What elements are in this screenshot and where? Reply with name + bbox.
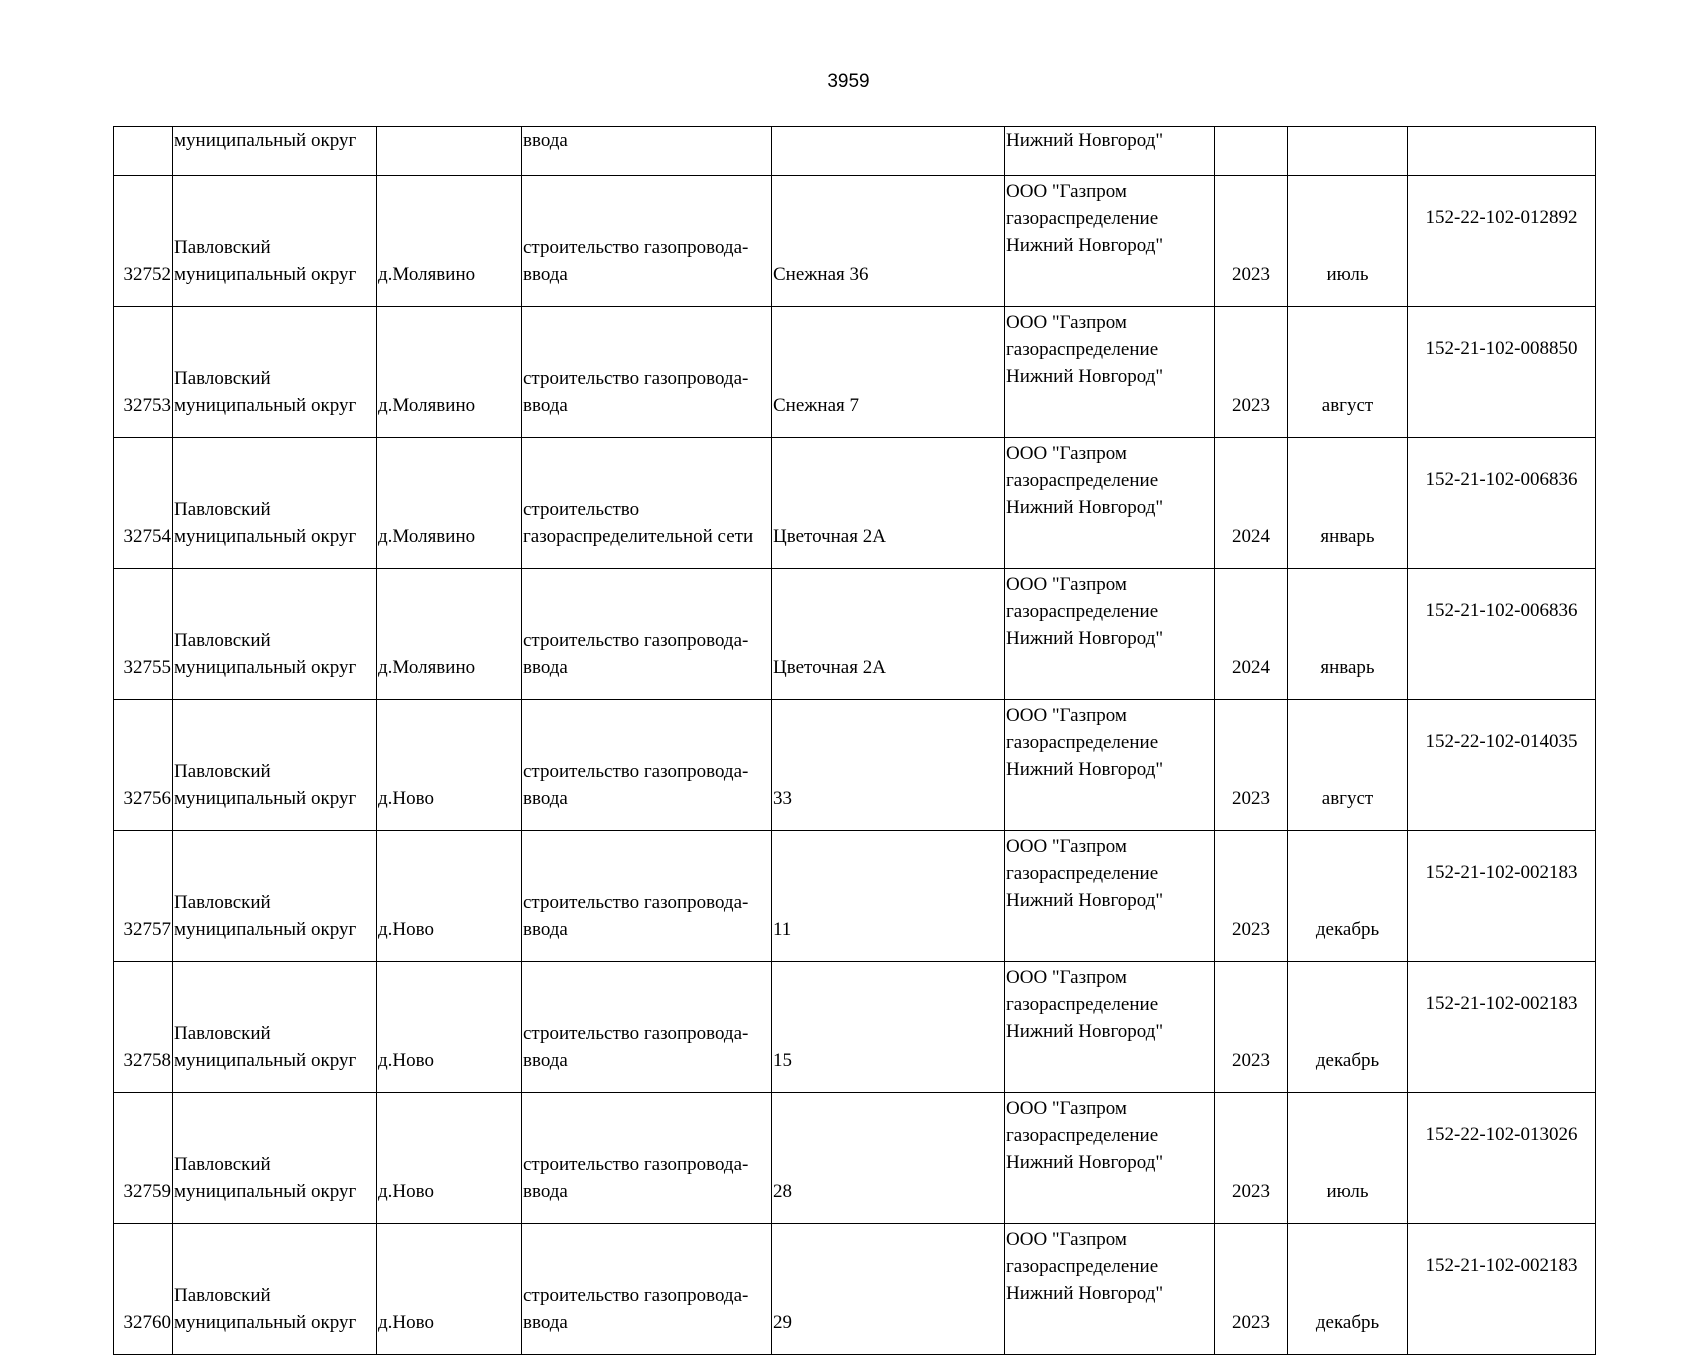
org-line-2: газораспределение [1006,863,1159,884]
table-row [114,1224,1596,1355]
cell-num: 32756 [114,700,173,831]
work-line-2: ввода [523,657,568,678]
cell-code: 152-21-102-006836 [1408,438,1596,569]
district-line-1: Павловский [174,1154,271,1175]
cell-year: 2023 [1215,962,1288,1093]
cell-settlement: д.Ново [377,831,522,962]
cell-address: Снежная 7 [772,307,1005,438]
org-line-2: газораспределение [1006,208,1159,229]
district-line-2: муниципальный округ [174,395,357,416]
org-line-1: ООО "Газпром [1006,574,1127,595]
work-line-1: строительство газопровода- [523,1154,749,1175]
work-line-2: ввода [523,395,568,416]
cell-district [173,700,377,831]
cell-district [173,307,377,438]
org-line-3: Нижний Новгород" [1006,497,1164,518]
cell-code: 152-21-102-002183 [1408,962,1596,1093]
cell-org: Нижний Новгород" [1005,127,1215,176]
district-line-1: Павловский [174,761,271,782]
cell-district [173,438,377,569]
cell-work [522,438,772,569]
cell-settlement: д.Ново [377,962,522,1093]
work-line-2: газораспределительной сети [523,526,754,547]
cell-num: 32759 [114,1093,173,1224]
cell-num: 32754 [114,438,173,569]
cell-month: июль [1288,176,1408,307]
district-line-1: Павловский [174,892,271,913]
cell-org [1005,438,1215,569]
cell-work: ввода [522,127,772,176]
registry-table-body [114,127,1596,1355]
work-line-2: ввода [523,1181,568,1202]
cell-district [173,1224,377,1355]
cell-work [522,1093,772,1224]
page-number: 3959 [827,71,870,92]
cell-org [1005,962,1215,1093]
org-line-1: ООО "Газпром [1006,443,1127,464]
cell-work [522,700,772,831]
cell-address: Цветочная 2А [772,438,1005,569]
cell-work [522,1224,772,1355]
cell-code: 152-21-102-002183 [1408,1224,1596,1355]
cell-month: январь [1288,438,1408,569]
cell-num: 32757 [114,831,173,962]
org-line-2: газораспределение [1006,470,1159,491]
org-line-1: ООО "Газпром [1006,705,1127,726]
org-line-3: Нижний Новгород" [1006,759,1164,780]
cell-district [173,176,377,307]
district-line-1: Павловский [174,237,271,258]
work-line-1: строительство газопровода- [523,761,749,782]
cell-work [522,569,772,700]
org-line-2: газораспределение [1006,1125,1159,1146]
cell-month: август [1288,700,1408,831]
cell-num: 32755 [114,569,173,700]
org-line-3: Нижний Новгород" [1006,235,1164,256]
cell-month: декабрь [1288,831,1408,962]
work-line-1: строительство газопровода- [523,237,749,258]
work-line-1: строительство газопровода- [523,630,749,651]
org-line-3: Нижний Новгород" [1006,366,1164,387]
cell-org [1005,307,1215,438]
cell-address: Снежная 36 [772,176,1005,307]
cell-month [1288,127,1408,176]
district-line-2: муниципальный округ [174,1312,357,1333]
cell-district [173,962,377,1093]
work-line-1: строительство газопровода- [523,368,749,389]
cell-settlement: д.Молявино [377,307,522,438]
cell-settlement: д.Ново [377,1093,522,1224]
district-line-1: Павловский [174,368,271,389]
work-line-2: ввода [523,1312,568,1333]
table-row [114,438,1596,569]
cell-address [772,127,1005,176]
cell-settlement [377,127,522,176]
cell-address: 11 [772,831,1005,962]
district-line-1: Павловский [174,1023,271,1044]
cell-org [1005,176,1215,307]
org-line-1: ООО "Газпром [1006,967,1127,988]
table-row-continuation [114,127,1596,176]
cell-code: 152-21-102-006836 [1408,569,1596,700]
org-line-1: ООО "Газпром [1006,836,1127,857]
cell-code: 152-21-102-002183 [1408,831,1596,962]
district-line-2: муниципальный округ [174,1181,357,1202]
cell-year: 2023 [1215,176,1288,307]
cell-address: Цветочная 2А [772,569,1005,700]
cell-month: август [1288,307,1408,438]
cell-address: 33 [772,700,1005,831]
org-line-3: Нижний Новгород" [1006,1021,1164,1042]
org-line-3: Нижний Новгород" [1006,1152,1164,1173]
work-line-2: ввода [523,264,568,285]
cell-settlement: д.Молявино [377,438,522,569]
org-line-1: ООО "Газпром [1006,1098,1127,1119]
work-line-1: строительство газопровода- [523,1023,749,1044]
cell-num: 32752 [114,176,173,307]
cell-month: декабрь [1288,962,1408,1093]
org-line-2: газораспределение [1006,601,1159,622]
table-row [114,962,1596,1093]
cell-district [173,1093,377,1224]
cell-num: 32753 [114,307,173,438]
cell-num: 32758 [114,962,173,1093]
cell-district: муниципальный округ [173,127,377,176]
cell-year: 2023 [1215,831,1288,962]
table-row [114,569,1596,700]
work-line-2: ввода [523,919,568,940]
cell-work [522,307,772,438]
cell-settlement: д.Молявино [377,569,522,700]
cell-year: 2024 [1215,569,1288,700]
cell-work [522,831,772,962]
cell-org [1005,1224,1215,1355]
district-line-1: Павловский [174,1285,271,1306]
table-row [114,700,1596,831]
cell-year: 2023 [1215,307,1288,438]
cell-org [1005,831,1215,962]
org-line-3: Нижний Новгород" [1006,890,1164,911]
district-line-2: муниципальный округ [174,919,357,940]
district-line-2: муниципальный округ [174,657,357,678]
cell-num: 32760 [114,1224,173,1355]
district-line-2: муниципальный округ [174,788,357,809]
work-line-1: строительство газопровода- [523,1285,749,1306]
district-line-1: Павловский [174,499,271,520]
table-row [114,176,1596,307]
cell-district [173,831,377,962]
cell-code [1408,127,1596,176]
cell-address: 15 [772,962,1005,1093]
cell-org [1005,1093,1215,1224]
org-line-3: Нижний Новгород" [1006,628,1164,649]
cell-num [114,127,173,176]
cell-year: 2023 [1215,1224,1288,1355]
work-line-1: строительство газопровода- [523,892,749,913]
table-row [114,1093,1596,1224]
work-line-1: строительство [523,499,640,520]
org-line-1: ООО "Газпром [1006,1229,1127,1250]
cell-work [522,962,772,1093]
cell-address: 28 [772,1093,1005,1224]
cell-org [1005,700,1215,831]
org-line-1: ООО "Газпром [1006,312,1127,333]
cell-settlement: д.Молявино [377,176,522,307]
org-line-2: газораспределение [1006,339,1159,360]
cell-code: 152-21-102-008850 [1408,307,1596,438]
table-row [114,831,1596,962]
cell-code: 152-22-102-012892 [1408,176,1596,307]
district-line-2: муниципальный округ [174,526,357,547]
cell-work [522,176,772,307]
cell-year [1215,127,1288,176]
cell-settlement: д.Ново [377,1224,522,1355]
registry-table [113,126,1596,1355]
cell-org [1005,569,1215,700]
district-line-2: муниципальный округ [174,1050,357,1071]
cell-district [173,569,377,700]
cell-settlement: д.Ново [377,700,522,831]
org-line-3: Нижний Новгород" [1006,1283,1164,1304]
cell-address: 29 [772,1224,1005,1355]
cell-year: 2023 [1215,1093,1288,1224]
org-line-2: газораспределение [1006,1256,1159,1277]
work-line-2: ввода [523,1050,568,1071]
cell-code: 152-22-102-013026 [1408,1093,1596,1224]
org-line-1: ООО "Газпром [1006,181,1127,202]
org-line-2: газораспределение [1006,994,1159,1015]
district-line-1: Павловский [174,630,271,651]
cell-month: июль [1288,1093,1408,1224]
cell-month: январь [1288,569,1408,700]
table-row [114,307,1596,438]
work-line-2: ввода [523,788,568,809]
cell-year: 2023 [1215,700,1288,831]
district-line-2: муниципальный округ [174,264,357,285]
org-line-2: газораспределение [1006,732,1159,753]
cell-year: 2024 [1215,438,1288,569]
cell-code: 152-22-102-014035 [1408,700,1596,831]
cell-month: декабрь [1288,1224,1408,1355]
